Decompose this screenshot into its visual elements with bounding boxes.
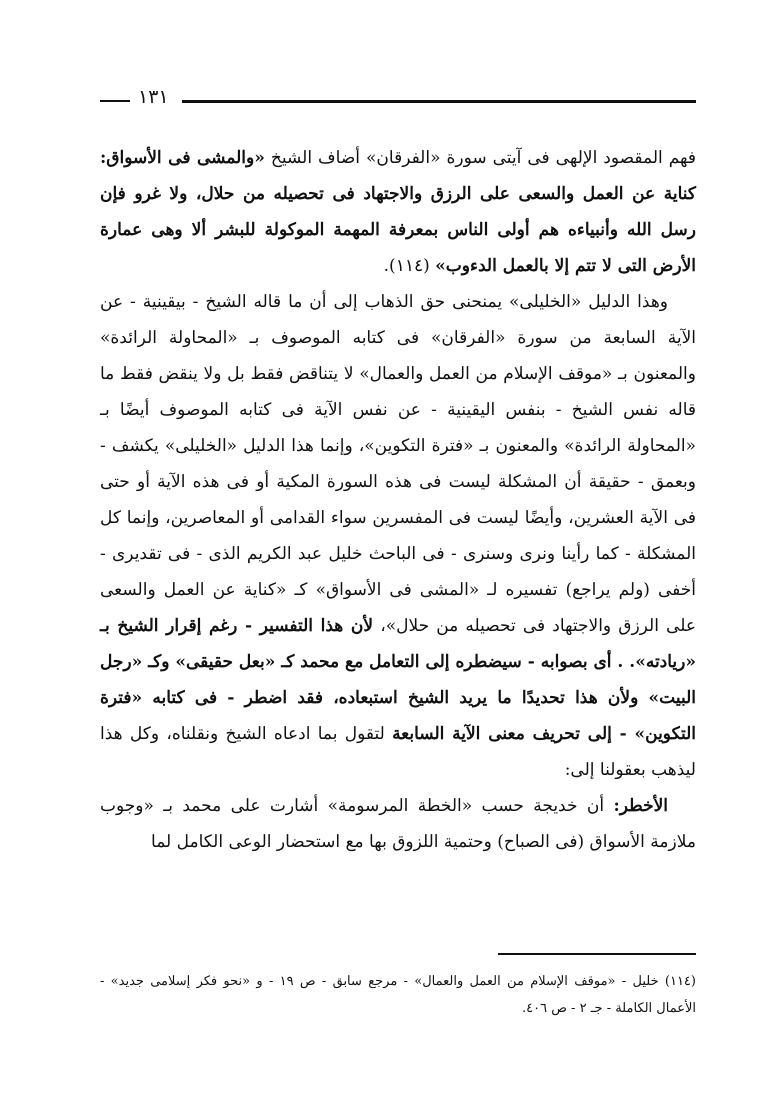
bold-quote: «والمشى فى الأسواق: كناية عن العمل والسعى على الرزق والاجتهاد فى تحصيله من حلال، ولا غرو فإن رسل الله وأنبياءه هم أولى الناس بمعرفة المهمة الموكولة للبشر ألا وهى عمارة الأرض التى لا تتم إلا بالعمل الدءوب» bbox=[100, 148, 696, 276]
header-rule-right bbox=[182, 100, 696, 103]
bold-argument: لأن هذا التفسير - رغم إقرار الشيخ بـ «ريادته». . أى بصوابه - سيضطره إلى التعامل مع محمد كـ «بعل حقيقى» وكـ «رجل البيت» ولأن هذا تحديدًا ما يريد الشيخ استبعاده، فقد اضطر - فى كتابه «فترة التكوين» - إلى تحريف معنى الآية السابعة bbox=[100, 616, 697, 744]
paragraph-2 bbox=[100, 284, 696, 788]
text-run: وهذا الدليل «الخليلى» يمنحنى حق الذهاب إلى أن ما قاله الشيخ - بيقينية - عن الآية السابعة من سورة «الفرقان» فى كتابه الموصوف بـ «المحاولة الرائدة» والمعنون بـ «موقف الإسلام من العمل والعمال» لا يتناقض فقط بل ولا ينقض فقط ما قاله نفس الشيخ - بنفس اليقينية - عن نفس الآية فى كتابه الموصوف أيضًا بـ «المحاولة الرائدة» والمعنون بـ «فترة التكوين»، وإنما هذا الدليل «الخليلى» يكشف - وبعمق - حقيقة أن المشكلة ليست فى هذه السورة المكية أو فى هذه الآية أو حتى فى الآية العشرين، وأيضًا ليست فى المفسرين سواء القدامى أو المعاصرين، وإنما كل المشكلة - كما رأينا ونرى وسنرى - فى الباحث خليل عبد الكريم الذى - فى تقديرى - أخفى (ولم يراجع) تفسيره لـ «المشى فى الأسواق» كـ «كناية عن العمل والسعى على الرزق والاجتهاد فى تحصيله من حلال»، bbox=[100, 292, 696, 636]
body-text bbox=[100, 140, 696, 860]
paragraph-1 bbox=[100, 140, 696, 284]
footnote-divider bbox=[498, 953, 696, 955]
bold-lead-word: الأخطر: bbox=[613, 796, 668, 816]
footnote: (١١٤) خليل - «موقف الإسلام من العمل والعمال» - مرجع سابق - ص ١٩ - و «نحو فكر إسلامى جديد» - الأعمال الكاملة - جـ ٢ - ص ٤٠٦. bbox=[100, 974, 696, 1016]
footnote-reference: (١١٤). bbox=[383, 256, 436, 276]
text-run: أن خديجة حسب «الخطة المرسومة» أشارت على محمد بـ «وجوب ملازمة الأسواق (فى الصباح) وحتمية اللزوق بها مع استحضار الوعى الكامل لما bbox=[100, 796, 696, 852]
paragraph-3 bbox=[100, 788, 696, 860]
page-header bbox=[100, 86, 696, 116]
header-rule-left bbox=[100, 100, 130, 102]
text-run: لتقول بما ادعاه الشيخ ونقلناه، وكل هذا ليذهب بعقولنا إلى: bbox=[100, 724, 696, 780]
text-run: فهم المقصود الإلهى فى آيتى سورة «الفرقان» أضاف الشيخ bbox=[264, 148, 696, 168]
page-number: ١٣١ bbox=[138, 86, 169, 108]
